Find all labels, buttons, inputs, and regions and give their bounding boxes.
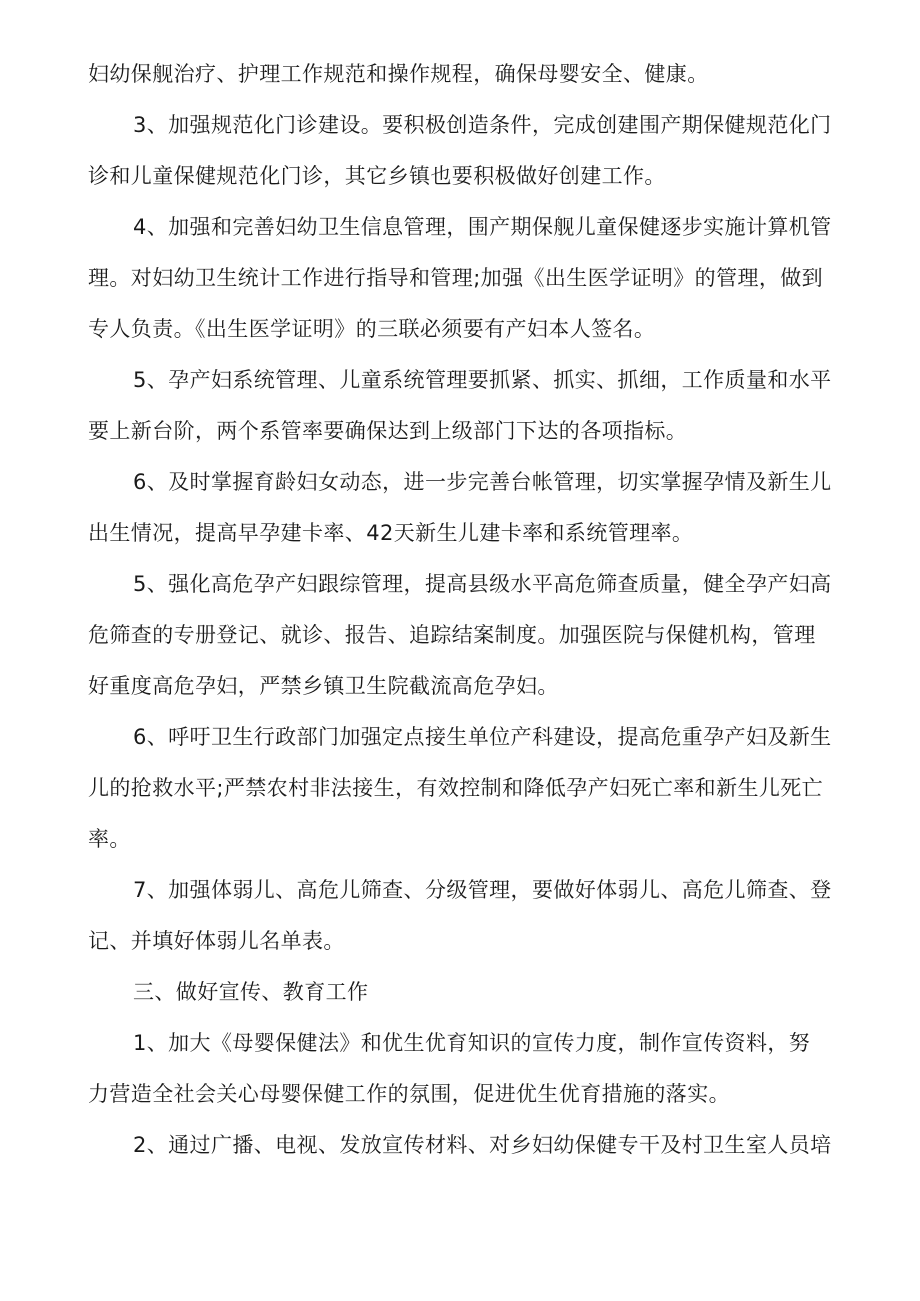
text-line: 5、强化高危孕产妇跟综管理，提高县级水平高危筛查质量，健全孕产妇高: [133, 572, 832, 596]
text-line: 率。: [88, 827, 131, 851]
text-line: 诊和儿童保健规范化门诊，其它乡镇也要积极做好创建工作。: [88, 164, 666, 188]
text-line: 危筛查的专册登记、就诊、报告、追踪结案制度。加强医院与保健机构，管理: [88, 623, 816, 647]
text-line: 好重度高危孕妇，严禁乡镇卫生院截流高危孕妇。: [88, 674, 559, 698]
text-line: 4、加强和完善妇幼卫生信息管理，围产期保舰儿童保健逐步实施计算机管: [133, 215, 832, 239]
text-line: 7、加强体弱儿、高危儿筛查、分级管理，要做好体弱儿、高危儿筛查、登: [133, 878, 832, 902]
text-line: 5、孕产妇系统管理、儿童系统管理要抓紧、抓实、抓细，工作质量和水平: [133, 368, 832, 392]
text-line: 2、通过广播、电视、发放宣传材料、对乡妇幼保健专干及村卫生室人员培: [133, 1133, 832, 1157]
text-line: 1、加大《母婴保健法》和优生优育知识的宣传力度，制作宣传资料，努: [133, 1031, 811, 1055]
section-heading: 三、做好宣传、教育工作: [133, 980, 369, 1004]
text-line: 儿的抢救水平;严禁农村非法接生，有效控制和降低孕产妇死亡率和新生儿死亡: [88, 776, 824, 800]
text-line: 妇幼保舰治疗、护理工作规范和操作规程，确保母婴安全、健康。: [88, 62, 709, 86]
text-line: 理。对妇幼卫生统计工作进行指导和管理;加强《出生医学证明》的管理，做到: [88, 266, 824, 290]
text-line: 出生情况，提高早孕建卡率、42天新生儿建卡率和系统管理率。: [88, 521, 694, 545]
text-line: 6、及时掌握育龄妇女动态，进一步完善台帐管理，切实掌握孕情及新生儿: [133, 470, 832, 494]
text-line: 力营造全社会关心母婴保健工作的氛围，促进优生优育措施的落实。: [88, 1082, 730, 1106]
text-line: 3、加强规范化门诊建设。要积极创造条件，完成创建围产期保健规范化门: [133, 113, 832, 137]
text-line: 6、呼吁卫生行政部门加强定点接生单位产科建设，提高危重孕产妇及新生: [133, 725, 832, 749]
text-line: 专人负责。《出生医学证明》的三联必须要有产妇本人签名。: [88, 317, 656, 341]
text-line: 要上新台阶，两个系管率要确保达到上级部门下达的各项指标。: [88, 419, 688, 443]
text-line: 记、并填好体弱儿名单表。: [88, 929, 345, 953]
